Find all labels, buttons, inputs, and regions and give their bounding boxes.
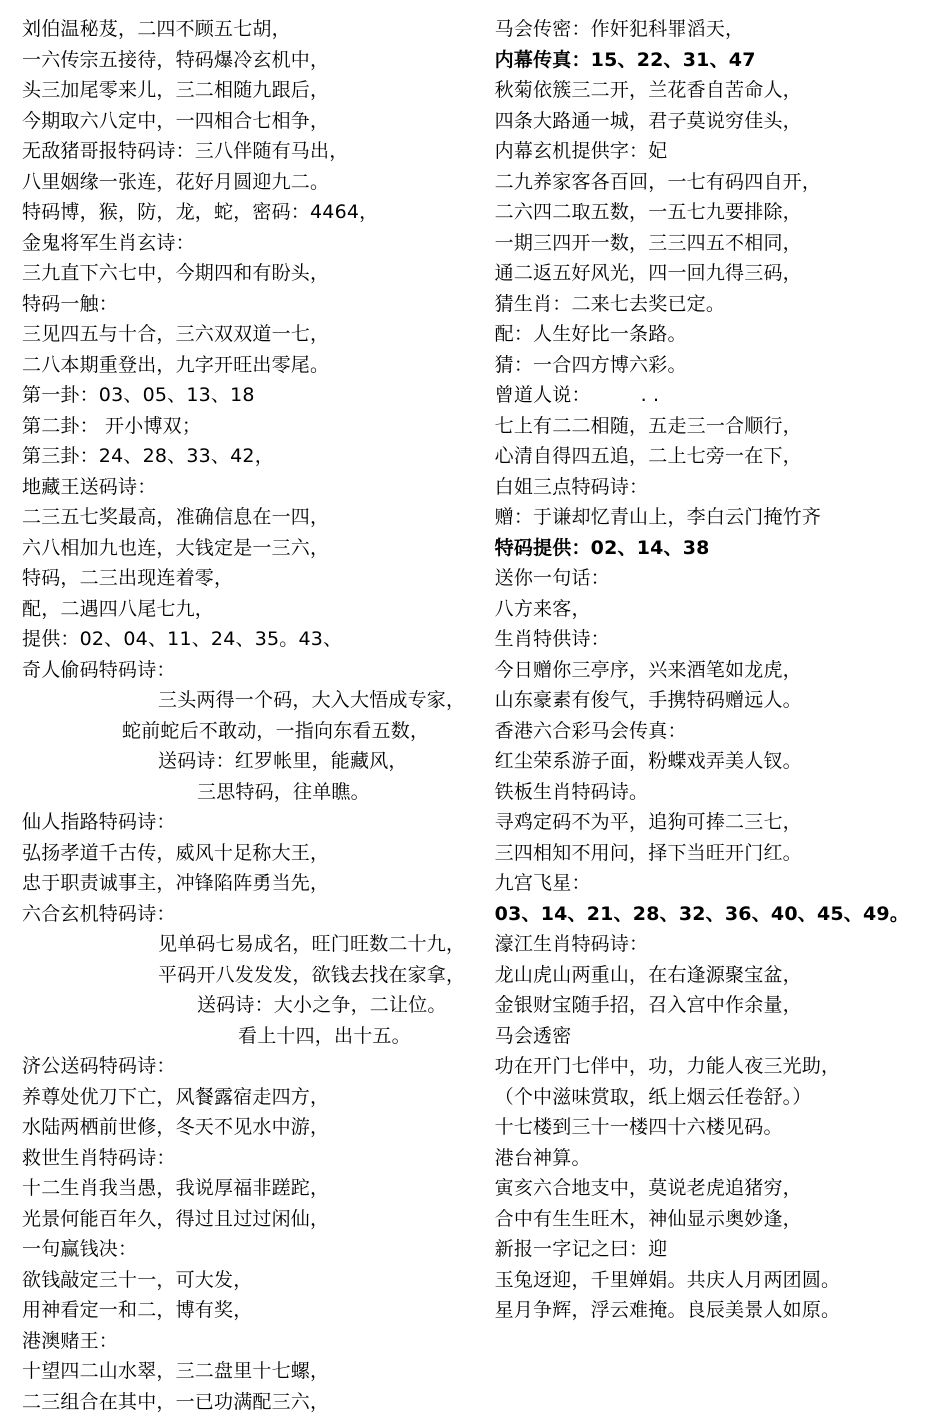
- text-line: 金银财宝随手招，召入宫中作余量，: [495, 990, 917, 1021]
- text-line: 送码诗：红罗帐里，能藏风，: [22, 746, 479, 777]
- text-line: 三头两得一个码，大入大悟成专家，: [22, 685, 479, 716]
- text-line: 03、14、21、28、32、36、40、45、49。: [495, 899, 917, 930]
- text-line: 济公送码特码诗：: [22, 1051, 479, 1082]
- text-line: 特码，二三出现连着零，: [22, 563, 479, 594]
- text-line: 配：人生好比一条路。: [495, 319, 917, 350]
- text-line: 一六传宗五接待，特码爆冷玄机中，: [22, 45, 479, 76]
- text-line: 送你一句话：: [495, 563, 917, 594]
- text-line: 见单码七易成名，旺门旺数二十九，: [22, 929, 479, 960]
- text-line: 七上有二二相随，五走三一合顺行，: [495, 411, 917, 442]
- text-line: 救世生肖特码诗：: [22, 1143, 479, 1174]
- text-line: 生肖特供诗：: [495, 624, 917, 655]
- text-line: 秋菊依簇三二开，兰花香自苦命人，: [495, 75, 917, 106]
- text-line: 忠于职责诚事主，冲锋陷阵勇当先，: [22, 868, 479, 899]
- text-line: 奇人偷码特码诗：: [22, 655, 479, 686]
- text-line: 八里姻缘一张连，花好月圆迎九二。: [22, 167, 479, 198]
- text-line: 今期取六八定中，一四相合七相争，: [22, 106, 479, 137]
- text-line: 寅亥六合地支中，莫说老虎追猪穷，: [495, 1173, 917, 1204]
- text-line: 特码博，猴，防，龙，蛇，密码：4464，: [22, 197, 479, 228]
- text-line: 第一卦：03、05、13、18: [22, 380, 479, 411]
- text-line: 内幕玄机提供字：妃: [495, 136, 917, 167]
- text-line: 山东豪素有俊气，手携特码赠远人。: [495, 685, 917, 716]
- text-line: 提供：02、04、11、24、35。43、: [22, 624, 479, 655]
- text-line: 八方来客，: [495, 594, 917, 625]
- text-line: 蛇前蛇后不敢动，一指向东看五数，: [22, 716, 479, 747]
- left-column: [18, 14, 479, 1417]
- text-line: 用神看定一和二，博有奖，: [22, 1295, 479, 1326]
- text-line: 马会传密：作奸犯科罪滔天，: [495, 14, 917, 45]
- text-line: 九宫飞星：: [495, 868, 917, 899]
- text-line: 港台神算。: [495, 1143, 917, 1174]
- text-line: 看上十四，出十五。: [22, 1021, 479, 1052]
- text-line: 十望四二山水翠，三二盘里十七螺，: [22, 1356, 479, 1387]
- text-line: 金鬼将军生肖玄诗：: [22, 228, 479, 259]
- text-line: 仙人指路特码诗：: [22, 807, 479, 838]
- text-line: 红尘荣系游子面，粉蝶戏弄美人钗。: [495, 746, 917, 777]
- text-line: 濠江生肖特码诗：: [495, 929, 917, 960]
- text-line: 养尊处优刀下亡，风餐露宿走四方，: [22, 1082, 479, 1113]
- text-line: 水陆两栖前世修，冬天不见水中游，: [22, 1112, 479, 1143]
- text-line: 三思特码，往单瞧。: [22, 777, 479, 808]
- text-line: 内幕传真：15、22、31、47: [495, 45, 917, 76]
- text-line: 今日赠你三亭序，兴来酒笔如龙虎，: [495, 655, 917, 686]
- text-line: 龙山虎山两重山，在右逢源聚宝盆，: [495, 960, 917, 991]
- text-line: 十二生肖我当愚，我说厚福非蹉跎，: [22, 1173, 479, 1204]
- text-line: 十七楼到三十一楼四十六楼见码。: [495, 1112, 917, 1143]
- text-line: 猜生肖：二来七去奖已定。: [495, 289, 917, 320]
- text-line: 地藏王送码诗：: [22, 472, 479, 503]
- text-line: 通二返五好风光，四一回九得三码，: [495, 258, 917, 289]
- right-column: [479, 14, 917, 1326]
- text-line: 心清自得四五追，二上七旁一在下，: [495, 441, 917, 472]
- text-line: 三九直下六七中，今期四和有盼头，: [22, 258, 479, 289]
- text-line: 弘扬孝道千古传，威风十足称大王，: [22, 838, 479, 869]
- text-line: 三见四五与十合，三六双双道一七，: [22, 319, 479, 350]
- text-line: 二三组合在其中，一已功满配三六，: [22, 1387, 479, 1417]
- text-line: 六合玄机特码诗：: [22, 899, 479, 930]
- text-line: 送码诗：大小之争，二让位。: [22, 990, 479, 1021]
- text-line: 一期三四开一数，三三四五不相同，: [495, 228, 917, 259]
- text-line: 四条大路通一城，君子莫说穷佳头，: [495, 106, 917, 137]
- text-line: （个中滋味赏取，纸上烟云任卷舒。）: [495, 1082, 917, 1113]
- text-line: 玉兔迓迎，千里婵娟。共庆人月两团圆。: [495, 1265, 917, 1296]
- text-line: 香港六合彩马会传真：: [495, 716, 917, 747]
- text-line: 光景何能百年久，得过且过过闲仙，: [22, 1204, 479, 1235]
- text-line: 第三卦：24、28、33、42，: [22, 441, 479, 472]
- text-line: 六八相加九也连，大钱定是一三六，: [22, 533, 479, 564]
- text-line: 猜：一合四方博六彩。: [495, 350, 917, 381]
- text-line: 三四相知不用问，择下当旺开门红。: [495, 838, 917, 869]
- text-line: 铁板生肖特码诗。: [495, 777, 917, 808]
- text-line: 特码提供：02、14、38: [495, 533, 917, 564]
- text-line: 港澳赌王：: [22, 1326, 479, 1357]
- text-line: 合中有生生旺木，神仙显示奥妙逢，: [495, 1204, 917, 1235]
- text-line: 新报一字记之曰：迎: [495, 1234, 917, 1265]
- text-line: 星月争辉，浮云难掩。良辰美景人如原。: [495, 1295, 917, 1326]
- text-line: 马会透密: [495, 1021, 917, 1052]
- text-line: 一句赢钱决：: [22, 1234, 479, 1265]
- text-line: 头三加尾零来儿，三二相随九跟后，: [22, 75, 479, 106]
- text-line: 二九养家客各百回，一七有码四自开，: [495, 167, 917, 198]
- text-line: 二八本期重登出，九字开旺出零尾。: [22, 350, 479, 381]
- text-line: 无敌猪哥报特码诗：三八伴随有马出，: [22, 136, 479, 167]
- text-line: 刘伯温秘芨，二四不顾五七胡，: [22, 14, 479, 45]
- text-line: 曾道人说： . .: [495, 380, 917, 411]
- text-line: 白姐三点特码诗：: [495, 472, 917, 503]
- text-line: 特码一触：: [22, 289, 479, 320]
- text-line: 二三五七奖最高，准确信息在一四，: [22, 502, 479, 533]
- text-line: 寻鸡定码不为平，追狗可捧二三七，: [495, 807, 917, 838]
- text-line: 欲钱敲定三十一，可大发，: [22, 1265, 479, 1296]
- text-line: 平码开八发发发，欲钱去找在家拿，: [22, 960, 479, 991]
- text-line: 配，二遇四八尾七九，: [22, 594, 479, 625]
- text-line: 第二卦： 开小博双；: [22, 411, 479, 442]
- text-line: 二六四二取五数，一五七九要排除，: [495, 197, 917, 228]
- text-line: 赠：于谦却忆青山上，李白云门掩竹齐: [495, 502, 917, 533]
- text-line: 功在开门七伴中，功，力能人夜三光助，: [495, 1051, 917, 1082]
